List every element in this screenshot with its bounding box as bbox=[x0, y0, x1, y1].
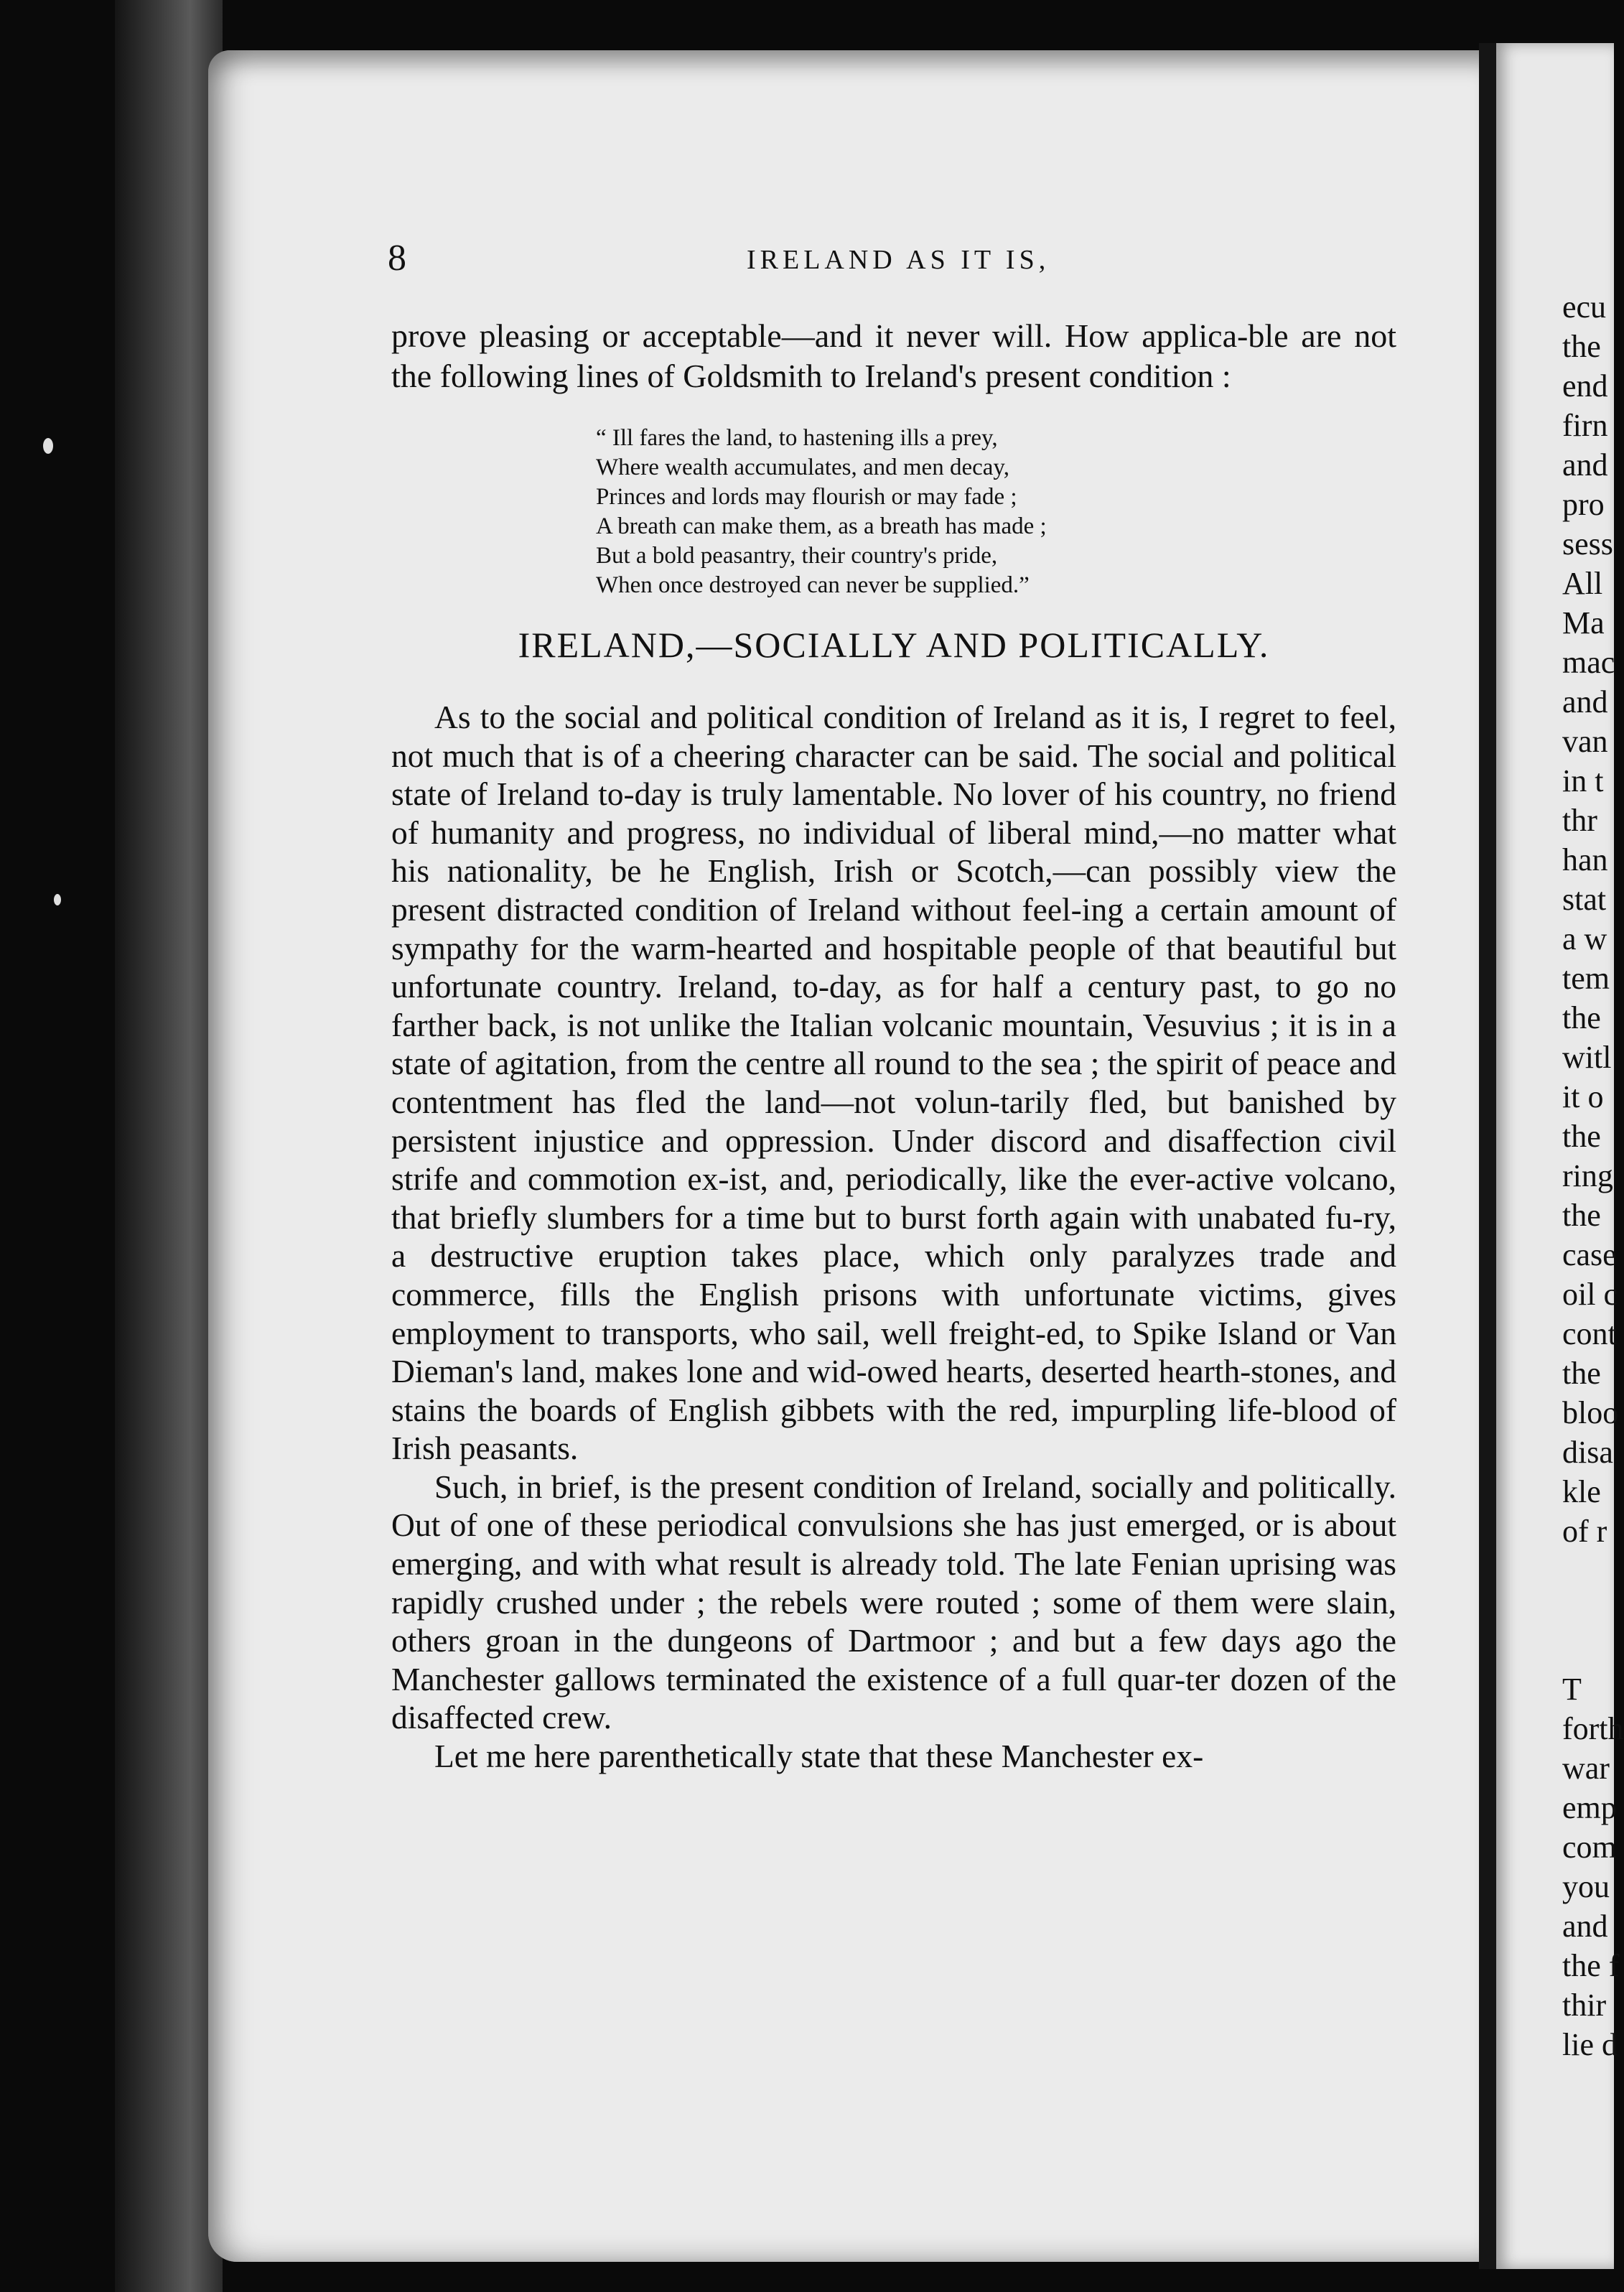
facing-page-line: stat bbox=[1562, 882, 1607, 917]
facing-page-line: the bbox=[1562, 1198, 1601, 1233]
facing-page-line: and bbox=[1562, 684, 1608, 719]
facing-page-line: van bbox=[1562, 724, 1608, 759]
poem-line: But a bold peasantry, their country's pride, bbox=[596, 543, 998, 569]
facing-page-line: firn bbox=[1562, 408, 1608, 443]
scan-speck bbox=[43, 438, 53, 454]
running-head: IRELAND AS IT IS, bbox=[747, 245, 1050, 275]
poem-line: “ Ill fares the land, to hastening ills a prey, bbox=[596, 425, 998, 451]
facing-page-line: the bbox=[1562, 1000, 1601, 1035]
facing-page-line: Ma bbox=[1562, 605, 1605, 640]
facing-page-line: oil c bbox=[1562, 1277, 1618, 1312]
scan-speck bbox=[54, 894, 61, 905]
facing-page-line bbox=[1562, 1590, 1614, 1630]
page-header bbox=[388, 237, 1407, 280]
section-heading: IRELAND,—SOCIALLY AND POLITICALLY. bbox=[518, 625, 1270, 665]
facing-page-line: ecu bbox=[1562, 289, 1607, 325]
poem-line: Where wealth accumulates, and men decay, bbox=[596, 455, 1009, 480]
facing-page-line: it o bbox=[1562, 1079, 1604, 1114]
facing-page-line: kle bbox=[1562, 1474, 1601, 1509]
facing-page-line: case bbox=[1562, 1237, 1617, 1272]
facing-page-line: lie d bbox=[1562, 2027, 1618, 2062]
facing-page-line: emp bbox=[1562, 1790, 1617, 1825]
facing-page-line: All bbox=[1562, 566, 1603, 601]
facing-page-line: pro bbox=[1562, 487, 1605, 522]
facing-page-line: you bbox=[1562, 1869, 1610, 1904]
facing-page-line: han bbox=[1562, 842, 1608, 877]
facing-page-line: of r bbox=[1562, 1514, 1607, 1549]
poem-line: When once destroyed can never be supplied.” bbox=[596, 572, 1030, 598]
page-body bbox=[391, 316, 1396, 1776]
facing-page-line: end bbox=[1562, 368, 1608, 404]
intro-paragraph: prove pleasing or acceptable—and it never will. How applica-ble are not the following lines of Goldsmith to Ireland's present condition : bbox=[391, 317, 1396, 394]
facing-page bbox=[1496, 43, 1624, 2269]
facing-page-line: ring bbox=[1562, 1158, 1613, 1193]
facing-page-line: T bbox=[1562, 1672, 1582, 1707]
facing-page-line: bloo bbox=[1562, 1395, 1619, 1430]
poem-line: A breath can make them, as a breath has made ; bbox=[596, 513, 1047, 539]
facing-page-line: the bbox=[1562, 1119, 1601, 1154]
facing-page-line: the bbox=[1562, 1356, 1601, 1391]
facing-page-line: cont bbox=[1562, 1316, 1617, 1351]
facing-page-line bbox=[1562, 1551, 1614, 1590]
body-paragraph: Let me here parenthetically state that these Manchester ex- bbox=[434, 1738, 1204, 1775]
facing-page-line: the f bbox=[1562, 1948, 1620, 1983]
facing-page-line: thr bbox=[1562, 803, 1597, 838]
binding-shadow bbox=[115, 0, 223, 2292]
facing-page-line: tem bbox=[1562, 961, 1610, 996]
facing-page-line: war bbox=[1562, 1751, 1610, 1786]
body-paragraph: Such, in brief, is the present condition of Ireland, socially and politically. Out of one of these periodical convulsions she has just emerged, or is about emerging, and with what result is already told. The late Fenian uprising was rapidly crushed under ; the rebels were routed ; some of them were slain, others groan in the dungeons of Dartmoor ; and but a few days ago the Manchester gallows terminated the existence of a full quar-ter dozen of the disaffected crew. bbox=[391, 1468, 1396, 1736]
body-paragraph: As to the social and political condition of Ireland as it is, I regret to feel, not much that is of a cheering character can be said. The social and political state of Ireland to-day is truly lamentable. No lover of his country, no friend of humanity and progress, no individual of liberal mind,—no matter what his nationality, be he English, Irish or Scotch,—can possibly view the present distracted condition of Ireland without feel-ing a certain amount of sympathy for the warm-hearted and hospitable people of that beautiful but unfortunate country. Ireland, to-day, as for half a century past, to go no farther back, is not unlike the Italian volcanic mountain, Vesuvius ; it is in a state of agitation, from the centre all round to the sea ; the spirit of peace and contentment has fled the land—not volun-tarily fled, but banished by persistent injustice and oppression. Under discord and disaffection civil strife and commotion ex-ist, and, periodically, like the ever-active volcano, that briefly slumbers for a time but to burst forth again with unabated fu-ry, a destructive eruption takes place, which only paralyzes trade and commerce, fills the English prisons with unfortunate victims, gives employment to transports, who sail, well freight-ed, to Spike Island or Van Dieman's land, makes lone and wid-owed hearts, deserted hearth-stones, and stains the boards of English gibbets with the red, impurpling life-blood of Irish peasants. bbox=[391, 699, 1396, 1467]
poem-line: Princes and lords may flourish or may fade ; bbox=[596, 484, 1017, 510]
facing-page-line: mac bbox=[1562, 645, 1615, 680]
page-number: 8 bbox=[388, 238, 406, 279]
facing-page-line: thir bbox=[1562, 1988, 1607, 2023]
facing-page-line: forth bbox=[1562, 1711, 1624, 1746]
facing-page-line: and bbox=[1562, 447, 1608, 483]
facing-page-line bbox=[1562, 1630, 1614, 1669]
facing-page-line: the bbox=[1562, 329, 1601, 364]
goldsmith-quotation bbox=[596, 424, 1396, 600]
facing-page-line: com bbox=[1562, 1830, 1617, 1865]
facing-page-line: and bbox=[1562, 1909, 1608, 1944]
facing-page-line: disa bbox=[1562, 1435, 1613, 1470]
facing-page-line: a w bbox=[1562, 921, 1607, 956]
facing-page-line: sess bbox=[1562, 526, 1613, 562]
facing-page-line: in t bbox=[1562, 763, 1604, 798]
facing-page-text bbox=[1562, 287, 1624, 2064]
page-gutter bbox=[1479, 43, 1496, 2269]
facing-page-line: witl bbox=[1562, 1040, 1612, 1075]
